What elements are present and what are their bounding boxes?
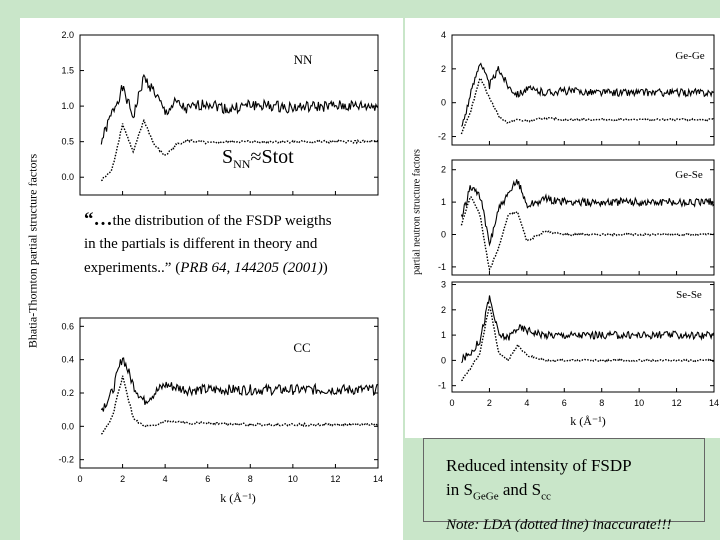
note-lda: Note: LDA (dotted line) inaccurate!!! [446, 517, 672, 533]
y-tick-label: 1.0 [61, 101, 74, 112]
y-tick-label: -1 [437, 380, 446, 391]
snn-annotation [222, 146, 294, 172]
x-tick-label: 14 [708, 398, 720, 408]
quote-line-1-text: the distribution of the FSDP weigths [112, 213, 332, 229]
snn-subscript: NN [233, 157, 251, 171]
series-dotted [461, 78, 714, 134]
x-tick-label: 14 [372, 474, 384, 484]
left-y-axis-label: Bhatia-Thornton partial structure factors [25, 153, 40, 349]
note-line-2-pre: in S [446, 480, 473, 499]
quote-line-3 [84, 260, 328, 277]
x-tick-label: 10 [287, 474, 298, 484]
x-tick-label: 2 [486, 398, 492, 408]
right-y-axis-label: partial neutron structure factors [411, 149, 423, 275]
plot-label: Se-Se [676, 289, 702, 301]
y-tick-label: 0 [440, 97, 446, 108]
note-sub-gege: GeGe [472, 490, 499, 503]
quote-line-3-post: ) [322, 260, 328, 276]
note-line-2 [446, 480, 551, 502]
y-tick-label: 2 [440, 63, 446, 74]
chart-ge-ge [438, 30, 714, 145]
note-line-1: Reduced intensity of FSDP [446, 456, 632, 475]
x-tick-label: 8 [247, 474, 253, 484]
x-tick-label: 0 [449, 398, 455, 408]
y-tick-label: 3 [440, 279, 446, 290]
y-tick-label: 1.5 [61, 65, 74, 76]
y-tick-label: 0.0 [61, 421, 74, 432]
x-tick-label: 6 [561, 398, 567, 408]
plot-label: Ge-Ge [675, 50, 705, 62]
note-sub-cc: cc [541, 490, 551, 503]
x-tick-label: 12 [330, 474, 341, 484]
quote-reference: PRB 64, 144205 (2001) [180, 260, 323, 276]
y-tick-label: -2 [437, 131, 446, 142]
plot-frame [452, 282, 714, 392]
snn-s: S [222, 146, 234, 168]
x-tick-label: 10 [634, 398, 645, 408]
x-tick-label: 4 [524, 398, 530, 408]
quote-line-3-pre: experiments..” ( [84, 260, 181, 276]
y-tick-label: 2 [440, 304, 446, 315]
quote-line-1 [84, 209, 332, 231]
note-mid: and S [498, 480, 542, 499]
quote-line-2: in the partials is different in theory and [84, 236, 318, 252]
y-tick-label: 0.5 [61, 136, 74, 147]
x-axis-label: k (Å⁻¹) [570, 414, 606, 428]
plot-label: Ge-Se [675, 169, 703, 181]
chart-ge-se [438, 160, 714, 275]
y-tick-label: 0 [440, 229, 446, 240]
quote-open: “… [84, 209, 113, 230]
plot-label: NN [293, 52, 313, 67]
plot-label: CC [293, 340, 311, 355]
y-tick-label: 0.4 [61, 354, 74, 365]
y-tick-label: 1 [440, 330, 446, 341]
chart-nn [61, 30, 378, 195]
y-tick-label: 0 [440, 355, 446, 366]
y-tick-label: 1 [440, 197, 446, 208]
x-axis-label: k (Å⁻¹) [220, 491, 256, 505]
x-tick-label: 0 [77, 474, 83, 484]
y-tick-label: 2 [440, 164, 446, 175]
x-tick-label: 6 [205, 474, 211, 484]
y-tick-label: 4 [440, 30, 446, 40]
x-tick-label: 12 [671, 398, 682, 408]
y-tick-label: -0.2 [58, 454, 74, 465]
snn-rest: ≈Stot [250, 146, 294, 168]
y-tick-label: 0.2 [61, 388, 74, 398]
x-tick-label: 2 [120, 474, 126, 484]
series-solid [101, 75, 378, 144]
x-tick-label: 4 [162, 474, 168, 484]
y-tick-label: 0.6 [61, 321, 74, 332]
series-dotted [101, 376, 378, 434]
series-solid [101, 358, 378, 412]
x-tick-label: 8 [599, 398, 605, 408]
series-solid [461, 296, 714, 363]
chart-cc [58, 318, 383, 505]
series-dotted [461, 306, 714, 381]
chart-se-se [438, 280, 719, 428]
y-tick-label: 2.0 [61, 30, 74, 40]
y-tick-label: 0.0 [61, 172, 74, 183]
y-tick-label: -1 [437, 261, 446, 272]
